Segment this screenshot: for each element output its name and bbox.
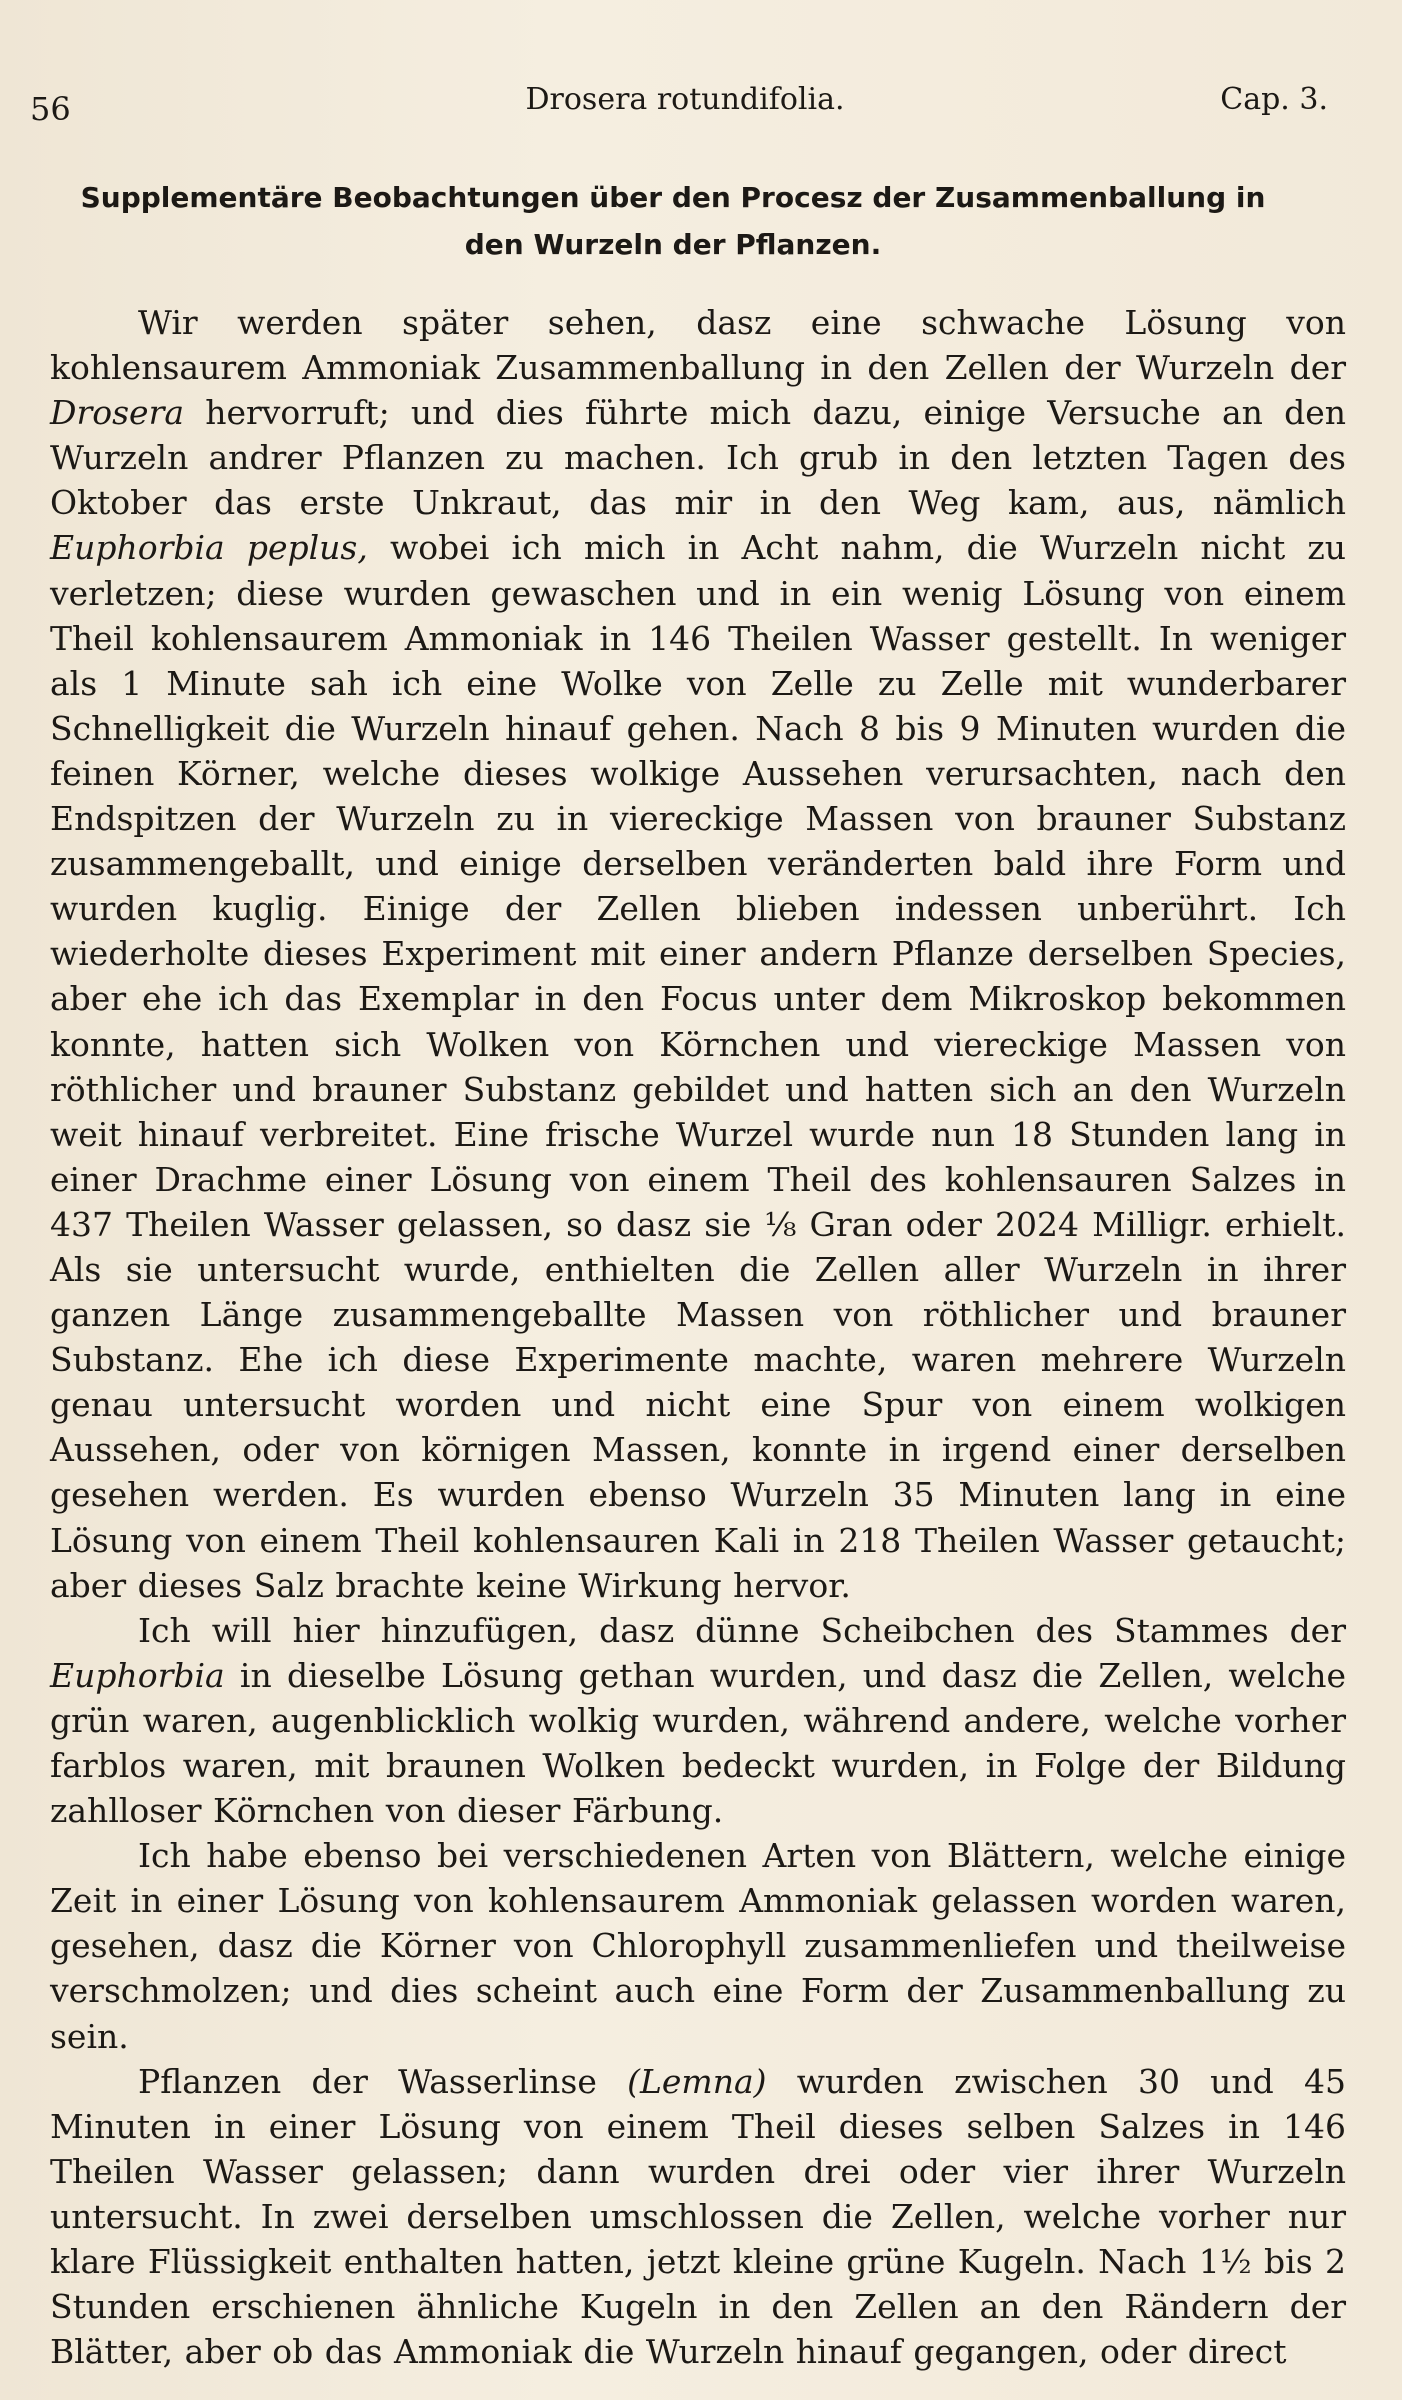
- paragraph: [50, 300, 1346, 1608]
- italic-term: (Lemna): [627, 2061, 767, 2101]
- chapter-label: Cap. 3.: [1220, 82, 1328, 117]
- paragraph: [50, 2059, 1346, 2375]
- italic-term: Drosera: [50, 393, 185, 433]
- running-title: Drosera rotundifolia.: [525, 82, 845, 117]
- text-segment: wobei ich mich in Acht nahm, die Wurzeln nicht zu verletzen; diese wurden gewaschen und in ein wenig Lösung von einem Theil kohlensaurem Ammoniak in 146 Theilen Wasser gestellt. In weniger als 1 Minute sah ich eine Wolke von Zelle zu Zelle mit wunderbarer Schnelligkeit die Wurzeln hinauf gehen. Nach 8 bis 9 Minuten wurden die feinen Körner, welche dieses wolkige Aussehen verursachten, nach den Endspitzen der Wurzeln zu in viereckige Massen von brauner Substanz zusammengeballt, und einige derselben veränderten bald ihre Form und wurden kuglig. Einige der Zellen blieben indessen unberührt. Ich wiederholte dieses Experiment mit einer andern Pflanze derselben Species, aber ehe ich das Exemplar in den Focus unter dem Mikroskop bekommen konnte, hatten sich Wolken von Körnchen und viereckige Massen von röthlicher und brauner Substanz gebildet und hatten sich an den Wurzeln weit hinauf verbreitet. Eine frische Wurzel wurde nun 18 Stunden lang in einer Drachme einer Lösung von einem Theil des kohlensauren Salzes in 437 Theilen Wasser gelassen, so dasz sie ⅛ Gran oder 2024 Milligr. erhielt. Als sie untersucht wurde, enthielten die Zellen aller Wurzeln in ihrer ganzen Länge zusammengeballte Massen von röthlicher und brauner Substanz. Ehe ich diese Experimente machte, waren mehrere Wurzeln genau untersucht worden und nicht eine Spur von einem wolkigen Aussehen, oder von körnigen Massen, konnte in irgend einer derselben gesehen werden. Es wurden ebenso Wurzeln 35 Minuten lang in eine Lösung von einem Theil kohlensauren Kali in 218 Theilen Wasser getaucht; aber dieses Salz brachte keine Wirkung hervor.: [50, 528, 1346, 1605]
- paragraph: [50, 1608, 1346, 1833]
- text-segment: in dieselbe Lösung gethan wurden, und dasz die Zellen, welche grün waren, augenblicklich wolkig wurden, während andere, welche vorher farblos waren, mit braunen Wolken bedeckt wurden, in Folge der Bildung zahlloser Körnchen von dieser Färbung.: [50, 1655, 1346, 1831]
- text-segment: wurden zwischen 30 und 45 Minuten in einer Lösung von einem Theil dieses selben Salzes in 146 Theilen Wasser gelassen; dann wurden drei oder vier ihrer Wurzeln untersucht. In zwei derselben umschlossen die Zellen, welche vorher nur klare Flüssigkeit enthalten hatten, jetzt kleine grüne Kugeln. Nach 1½ bis 2 Stunden erschienen ähnliche Kugeln in den Zellen an den Rändern der Blätter, aber ob das Ammoniak die Wurzeln hinauf gegangen, oder direct: [50, 2061, 1346, 2372]
- text-segment: Pflanzen der Wasserlinse: [138, 2061, 628, 2101]
- paragraph: [50, 1833, 1346, 2058]
- text-segment: Ich will hier hinzufügen, dasz dünne Scheibchen des Stammes der: [138, 1610, 1346, 1650]
- page-number: 56: [30, 90, 71, 128]
- page-header: [30, 82, 1340, 134]
- text-segment: Wir werden später sehen, dasz eine schwache Lösung von kohlensaurem Ammoniak Zusammenballung in den Zellen der Wurzeln der: [50, 303, 1346, 388]
- text-segment: hervorruft; und dies führte mich dazu, einige Versuche an den Wurzeln andrer Pflanzen zu machen. Ich grub in den letzten Tagen des Oktober das erste Unkraut, das mir in den Weg kam, aus, nämlich: [50, 393, 1346, 523]
- body-text: [50, 300, 1346, 2374]
- text-segment: Ich habe ebenso bei verschiedenen Arten von Blättern, welche einige Zeit in einer Lösung von kohlensaurem Ammoniak gelassen worden waren, gesehen, dasz die Körner von Chlorophyll zusammenliefen und theilweise verschmolzen; und dies scheint auch eine Form der Zusammenballung zu sein.: [50, 1836, 1346, 2056]
- italic-term: Euphorbia: [50, 1655, 225, 1695]
- section-title: Supplementäre Beobachtungen über den Procesz der Zusammenballung in den Wurzeln der Pflanzen.: [80, 181, 1266, 261]
- italic-term: Euphorbia peplus,: [50, 528, 368, 568]
